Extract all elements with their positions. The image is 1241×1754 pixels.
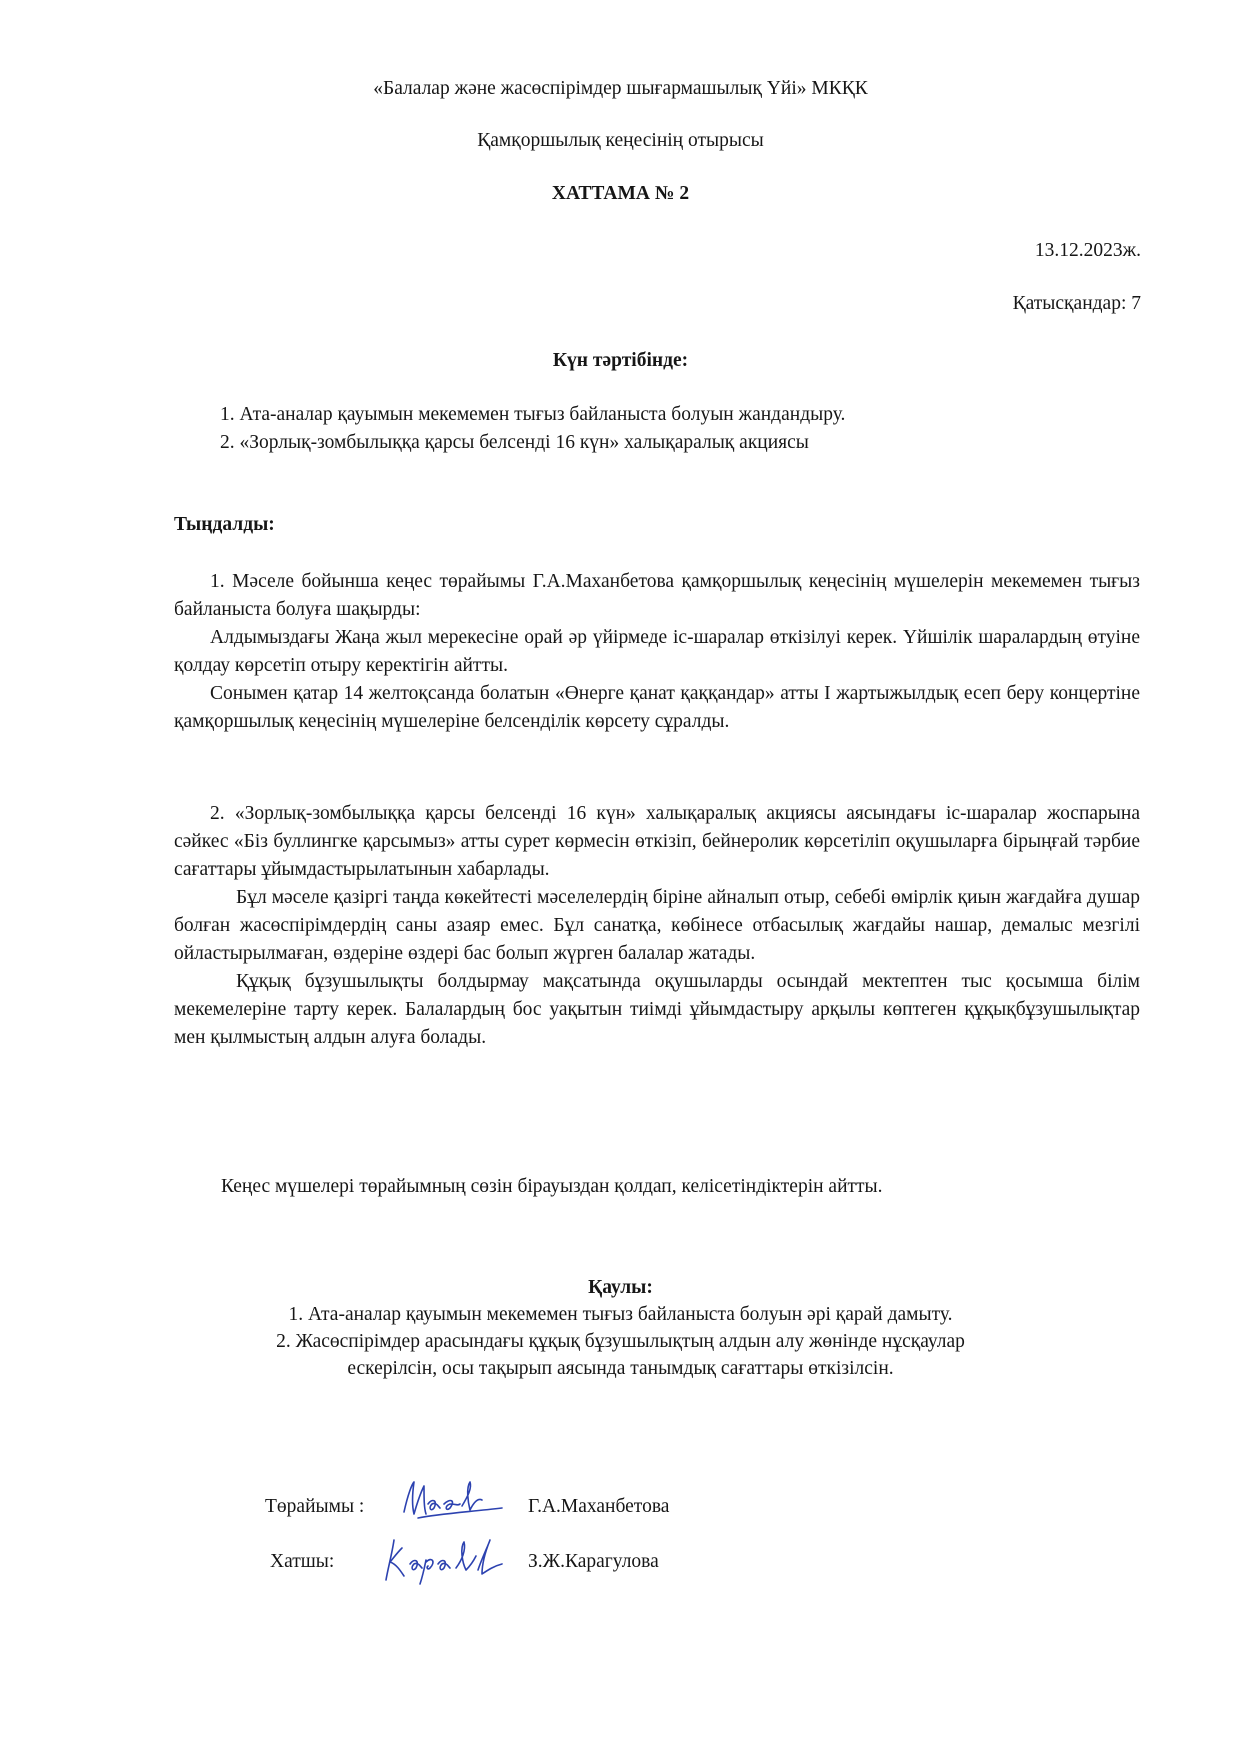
- secretary-label: Хатшы:: [270, 1551, 335, 1572]
- resolution-heading: Қаулы:: [588, 1277, 653, 1298]
- heard-paragraph: 2. «Зорлық-зомбылыққа қарсы белсенді 16 күн» халықаралық акциясы аясындағы іс-шаралар жоспарына сәйкес «Біз буллингке қарсымыз» атты сурет көрмесін өткізіп, бейнеролик көрсетіліп оқушыларға бірыңғай тәрбие сағаттары ұйымдастырылатынын хабарлады.: [174, 803, 1140, 880]
- agenda-heading: Күн тәртібінде:: [552, 350, 689, 371]
- chair-signature-icon: [398, 1474, 508, 1526]
- resolution-item-1: 1. Ата-аналар қауымын мекемемен тығыз байланыста болуын әрі қарай дамыту.: [288, 1304, 953, 1325]
- protocol-title: ХАТТАМА № 2: [551, 183, 690, 204]
- heard-paragraph: 1. Мәселе бойынша кеңес төрайымы Г.А.Маханбетова қамқоршылық кеңесінің мүшелерін мекемемен тығыз байланыста болуға шақырды:: [174, 571, 1140, 620]
- secretary-name: З.Ж.Карагулова: [528, 1551, 659, 1572]
- heard-block-2: [174, 800, 1140, 1052]
- heard-paragraph: Бұл мәселе қазіргі таңда көкейтесті мәселелердің біріне айналып отыр, себебі өмірлік қиын жағдайға душар болған жасөспірімдердің саны азаяр емес. Бұл санатқа, көбінесе отбасылық жағдайы нашар, демалыс мезгілі ойластырылмаған, өздеріне өздері бас болып жүрген балалар жатады.: [174, 887, 1140, 964]
- resolution-item-2-line-2: ескерілсін, осы тақырып аясында танымдық сағаттары өткізілсін.: [347, 1358, 894, 1379]
- heard-heading: Тыңдалды:: [174, 514, 275, 535]
- organization-title: «Балалар және жасөспірімдер шығармашылық Үйі» МКҚК: [373, 78, 868, 99]
- heard-paragraph: Алдымыздағы Жаңа жыл мерекесіне орай әр үйірмеде іс-шаралар өткізілуі керек. Үйшілік шаралардың өтуіне қолдау көрсетіп отыру керектігін айтты.: [174, 627, 1140, 676]
- agenda-item-2: 2. «Зорлық-зомбылыққа қарсы белсенді 16 күн» халықаралық акциясы: [220, 432, 809, 453]
- secretary-signature-icon: [378, 1530, 508, 1586]
- agreement-text: Кеңес мүшелері төрайымның сөзін бірауыздан қолдап, келісетіндіктерін айтты.: [221, 1176, 883, 1197]
- agenda-list: [220, 401, 845, 457]
- participants-count: Қатысқандар: 7: [1012, 293, 1141, 314]
- heard-block-1: [174, 568, 1140, 736]
- agenda-item-1: 1. Ата-аналар қауымын мекемемен тығыз байланыста болуын жандандыру.: [220, 404, 846, 425]
- heard-paragraph: Сонымен қатар 14 желтоқсанда болатын «Өнерге қанат қаққандар» атты І жартыжылдық есеп беру концертіне қамқоршылық кеңесінің мүшелеріне белсенділік көрсету сұралды.: [174, 683, 1140, 732]
- resolution-item-2-line-1: 2. Жасөспірімдер арасындағы құқық бұзушылықтың алдын алу жөнінде нұсқаулар: [276, 1331, 965, 1352]
- chair-label: Төрайымы :: [265, 1496, 365, 1517]
- meeting-title: Қамқоршылық кеңесінің отырысы: [477, 130, 764, 151]
- heard-paragraph: Құқық бұзушылықты болдырмау мақсатында оқушыларды осындай мектептен тыс қосымша білім мекемелеріне тарту керек. Балалардың бос уақытын тиімді ұйымдастыру арқылы көптеген құқықбұзушылықтар мен қылмыстың алдын алуға болады.: [174, 971, 1140, 1048]
- chair-name: Г.А.Маханбетова: [528, 1496, 670, 1517]
- protocol-date: 13.12.2023ж.: [1034, 240, 1141, 261]
